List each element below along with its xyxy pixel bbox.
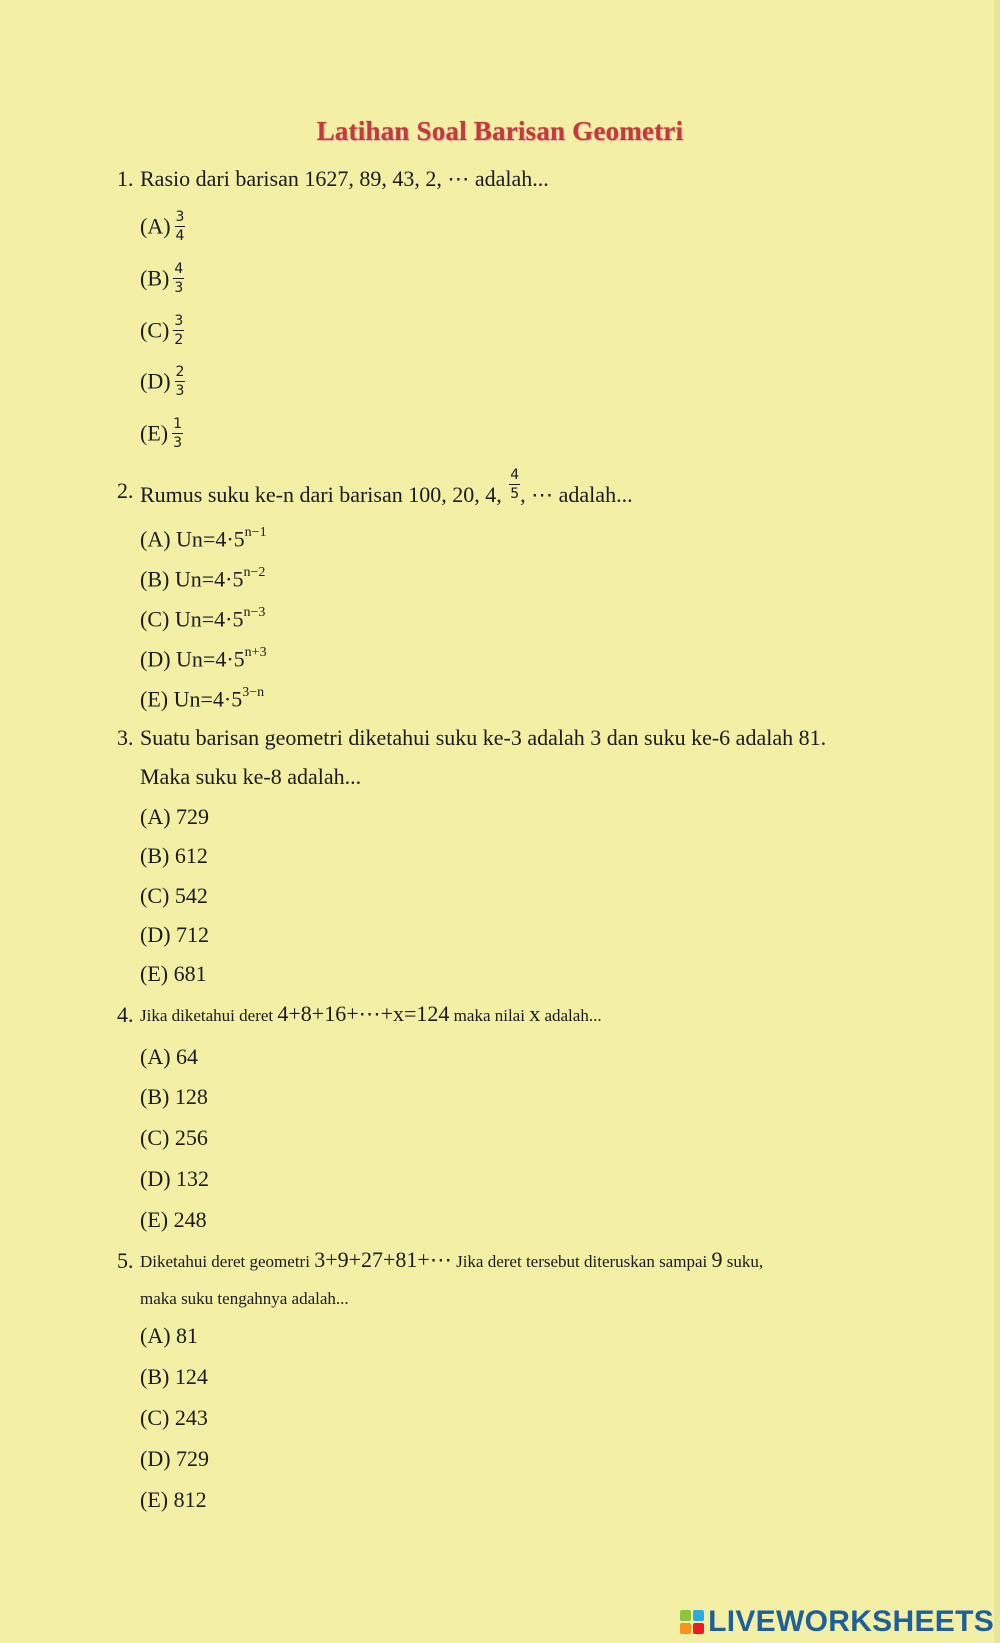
logo-square (680, 1623, 691, 1634)
fraction-numerator: 3 (174, 313, 184, 329)
q2-question (140, 467, 633, 507)
q4-option-e[interactable]: (E) 248 (140, 1207, 207, 1232)
q1-option-e[interactable] (140, 416, 183, 452)
q1-option-label: (D) (140, 368, 171, 394)
q1-option-label: (C) (140, 317, 170, 343)
fraction-numerator: 4 (510, 467, 520, 483)
q1-option-fraction (173, 262, 184, 295)
q3-option-b[interactable]: (B) 612 (140, 843, 208, 868)
fraction-denominator: 3 (173, 435, 183, 451)
q2-option-exponent: n−1 (244, 525, 267, 540)
q1-option-b[interactable] (140, 261, 184, 297)
fraction-numerator: 3 (175, 209, 185, 225)
q3-question-line2: Maka suku ke-8 adalah... (140, 764, 362, 789)
q2-option-d[interactable] (140, 645, 267, 672)
q2-text-b: , ⋯ adalah... (520, 481, 633, 507)
q1-option-d[interactable] (140, 364, 185, 400)
q1-number: 1. (117, 166, 134, 191)
q1-option-fraction (172, 417, 183, 450)
q4-variable: x (529, 1001, 541, 1026)
q2-option-label: (E) Un=4·5 (140, 686, 243, 712)
q4-option-a[interactable]: (A) 64 (140, 1044, 199, 1069)
q4-text-c: adalah... (540, 1006, 602, 1025)
q4-question (140, 1003, 602, 1025)
fraction-denominator: 3 (175, 383, 185, 399)
q3-option-d[interactable]: (D) 712 (140, 922, 210, 947)
q5-question-line1 (140, 1249, 763, 1271)
fraction-numerator: 1 (173, 416, 183, 432)
q5-expression: 3+9+27+81+⋯ (314, 1247, 452, 1272)
q3-option-c[interactable]: (C) 542 (140, 883, 208, 908)
q3-number: 3. (117, 725, 134, 750)
q5-number: 5. (117, 1248, 134, 1273)
q2-option-label: (D) Un=4·5 (140, 646, 245, 672)
q2-option-label: (A) Un=4·5 (140, 526, 245, 552)
q1-dots: ⋯ (447, 166, 470, 191)
q2-option-e[interactable] (140, 685, 265, 712)
q5-question-line2: maka suku tengahnya adalah... (140, 1289, 349, 1308)
q2-fraction (509, 468, 520, 501)
q5-text-b: Jika deret tersebut diteruskan sampai (451, 1252, 712, 1271)
q3-option-e[interactable]: (E) 681 (140, 961, 207, 986)
q4-number: 4. (117, 1002, 134, 1027)
page-edge (994, 0, 1000, 1643)
q5-text-c: suku, (722, 1252, 764, 1271)
fraction-numerator: 2 (175, 364, 185, 380)
q5-option-c[interactable]: (C) 243 (140, 1405, 208, 1430)
q5-option-d[interactable]: (D) 729 (140, 1446, 210, 1471)
brand-name: LIVEWORKSHEETS (708, 1605, 994, 1638)
q5-term-count: 9 (711, 1247, 723, 1272)
q2-option-exponent: 3−n (242, 685, 265, 700)
q4-option-c[interactable]: (C) 256 (140, 1125, 208, 1150)
q1-option-fraction (175, 210, 186, 243)
q4-text-a: Jika diketahui deret (140, 1006, 278, 1025)
q1-option-a[interactable] (140, 209, 185, 245)
logo-square (693, 1610, 704, 1621)
q5-option-b[interactable]: (B) 124 (140, 1364, 208, 1389)
q4-text-b: maka nilai (449, 1006, 530, 1025)
fraction-numerator: 4 (174, 261, 184, 277)
q1-text-b: adalah... (469, 166, 549, 191)
q1-option-label: (E) (140, 420, 169, 446)
fraction-denominator: 3 (174, 280, 184, 296)
q1-option-c[interactable] (140, 313, 184, 349)
logo-square (680, 1610, 691, 1621)
q3-question-line1: Suatu barisan geometri diketahui suku ke-3 adalah 3 dan suku ke-6 adalah 81. (140, 725, 827, 750)
q2-option-label: (C) Un=4·5 (140, 606, 244, 632)
q5-option-e[interactable]: (E) 812 (140, 1487, 207, 1512)
fraction-denominator: 2 (174, 332, 184, 348)
q2-option-c[interactable] (140, 605, 266, 632)
q4-option-b[interactable]: (B) 128 (140, 1084, 208, 1109)
q4-expression: 4+8+16+⋯+x=124 (277, 1001, 450, 1026)
q1-text-a: Rasio dari barisan 1627, 89, 43, 2, (140, 166, 448, 191)
q3-option-a[interactable]: (A) 729 (140, 804, 210, 829)
q1-option-label: (B) (140, 265, 170, 291)
q2-option-b[interactable] (140, 565, 266, 592)
q5-option-a[interactable]: (A) 81 (140, 1323, 199, 1348)
q2-option-exponent: n−3 (243, 605, 266, 620)
q2-text-a: Rumus suku ke-n dari barisan 100, 20, 4, (140, 481, 508, 507)
q2-option-a[interactable] (140, 525, 267, 552)
logo-square (693, 1623, 704, 1634)
logo-grid-icon (680, 1610, 704, 1634)
q2-option-exponent: n+3 (244, 645, 267, 660)
page-title: Latihan Soal Barisan Geometri (316, 116, 684, 146)
q2-number: 2. (117, 478, 134, 503)
q4-option-d[interactable]: (D) 132 (140, 1166, 210, 1191)
q1-question (140, 168, 549, 190)
fraction-denominator: 5 (510, 486, 520, 502)
fraction-denominator: 4 (175, 228, 185, 244)
q5-text-a: Diketahui deret geometri (140, 1252, 315, 1271)
liveworksheets-logo (680, 1605, 994, 1639)
q1-option-label: (A) (140, 213, 171, 239)
q1-option-fraction (175, 365, 186, 398)
q1-option-fraction (173, 314, 184, 347)
q2-option-exponent: n−2 (243, 565, 266, 580)
q2-option-label: (B) Un=4·5 (140, 566, 244, 592)
